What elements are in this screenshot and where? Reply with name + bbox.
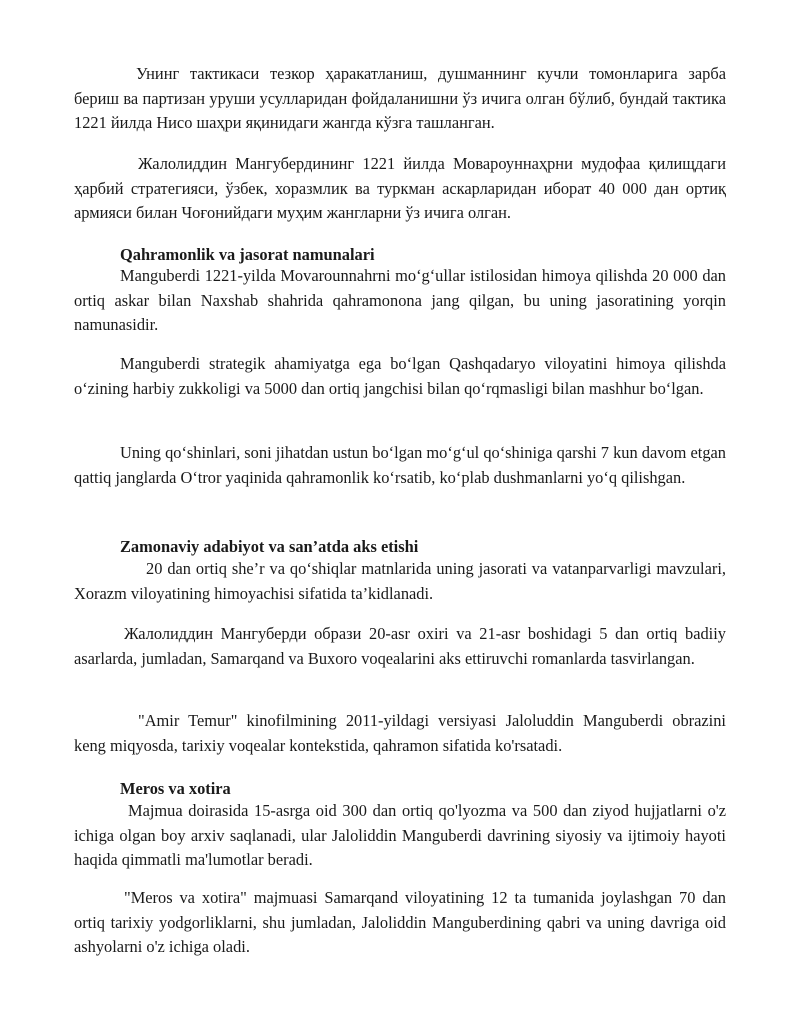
- paragraph-archive: Majmua doirasida 15-asrga oid 300 dan ortiq qo'lyozma va 500 dan ziyod hujjatlarni o'z ichiga olgan boy arxiv saqlanadi, ular Jaloliddin Manguberdi davrining siyosiy va ijtimoiy hayoti haqida qimmatli ma'lumotlar beradi.: [74, 801, 726, 869]
- paragraph-naxshab: Manguberdi 1221-yilda Movarounnahrni moʻgʻullar istilosidan himoya qilishda 20 000 dan ortiq askar bilan Naxshab shahrida qahramonona jang qilgan, bu uning jasoratining yorqin namunasidir.: [74, 266, 726, 334]
- paragraph-film: "Amir Temur" kinofilmining 2011-yildagi versiyasi Jaloluddin Manguberdi obrazini keng miqyosda, tarixiy voqealar kontekstida, qahramon sifatida ko'rsatadi.: [74, 711, 726, 755]
- heading-modern-literature: Zamonaviy adabiyot va san’atda aks etishi: [120, 537, 419, 556]
- paragraph-strategy: Жалолиддин Мангубердининг 1221 йилда Мовароуннаҳрни мудофаа қилищдаги ҳарбий стратегияси, ўзбек, хоразмлик ва туркман аскарларидан иборат 40 000 дан ортиқ армияси билан Чоғонийдаги муҳим жангларни ўз ичига олган.: [74, 154, 726, 222]
- heading-heroism: Qahramonlik va jasorat namunalari: [120, 245, 375, 264]
- paragraph-novels: Жалолиддин Мангуберди образи 20-asr oxiri va 21-asr boshidagi 5 dan ortiq badiiy asarlarda, jumladan, Samarqand va Buxoro voqealarini aks ettiruvchi romanlarda tasvirlangan.: [74, 624, 726, 668]
- paragraph-qashqadaryo: Manguberdi strategik ahamiyatga ega boʻlgan Qashqadaryo viloyatini himoya qilishda oʻzining harbiy zukkoligi va 5000 dan ortiq jangchisi bilan qoʻrqmasligi bilan mashhur boʻlgan.: [74, 354, 726, 398]
- paragraph-otror: Uning qoʻshinlari, soni jihatdan ustun boʻlgan moʻgʻul qoʻshiniga qarshi 7 kun davom etgan qattiq janglarda Oʻtror yaqinida qahramonlik koʻrsatib, koʻplab dushmanlarni yoʻq qilishgan.: [74, 443, 726, 487]
- paragraph-monuments: "Meros va xotira" majmuasi Samarqand viloyatining 12 ta tumanida joylashgan 70 dan ortiq tarixiy yodgorliklarni, shu jumladan, Jaloliddin Manguberdining qabri va uning davriga oid ashyolarni o'z ichiga oladi.: [74, 888, 726, 956]
- paragraph-tactics: Унинг тактикаси тезкор ҳаракатланиш, душманнинг кучли томонларига зарба бериш ва партизан уруши усулларидан фойдаланишни ўз ичига олган бўлиб, бундай тактика 1221 йилда Нисо шаҳри яқинидаги жангда кўзга ташланган.: [74, 64, 726, 132]
- paragraph-poems: 20 dan ortiq she’r va qoʻshiqlar matnlarida uning jasorati va vatanparvarligi mavzulari, Xorazm viloyatining himoyachisi sifatida ta’kidlanadi.: [74, 559, 726, 603]
- heading-heritage: Meros va xotira: [120, 779, 231, 798]
